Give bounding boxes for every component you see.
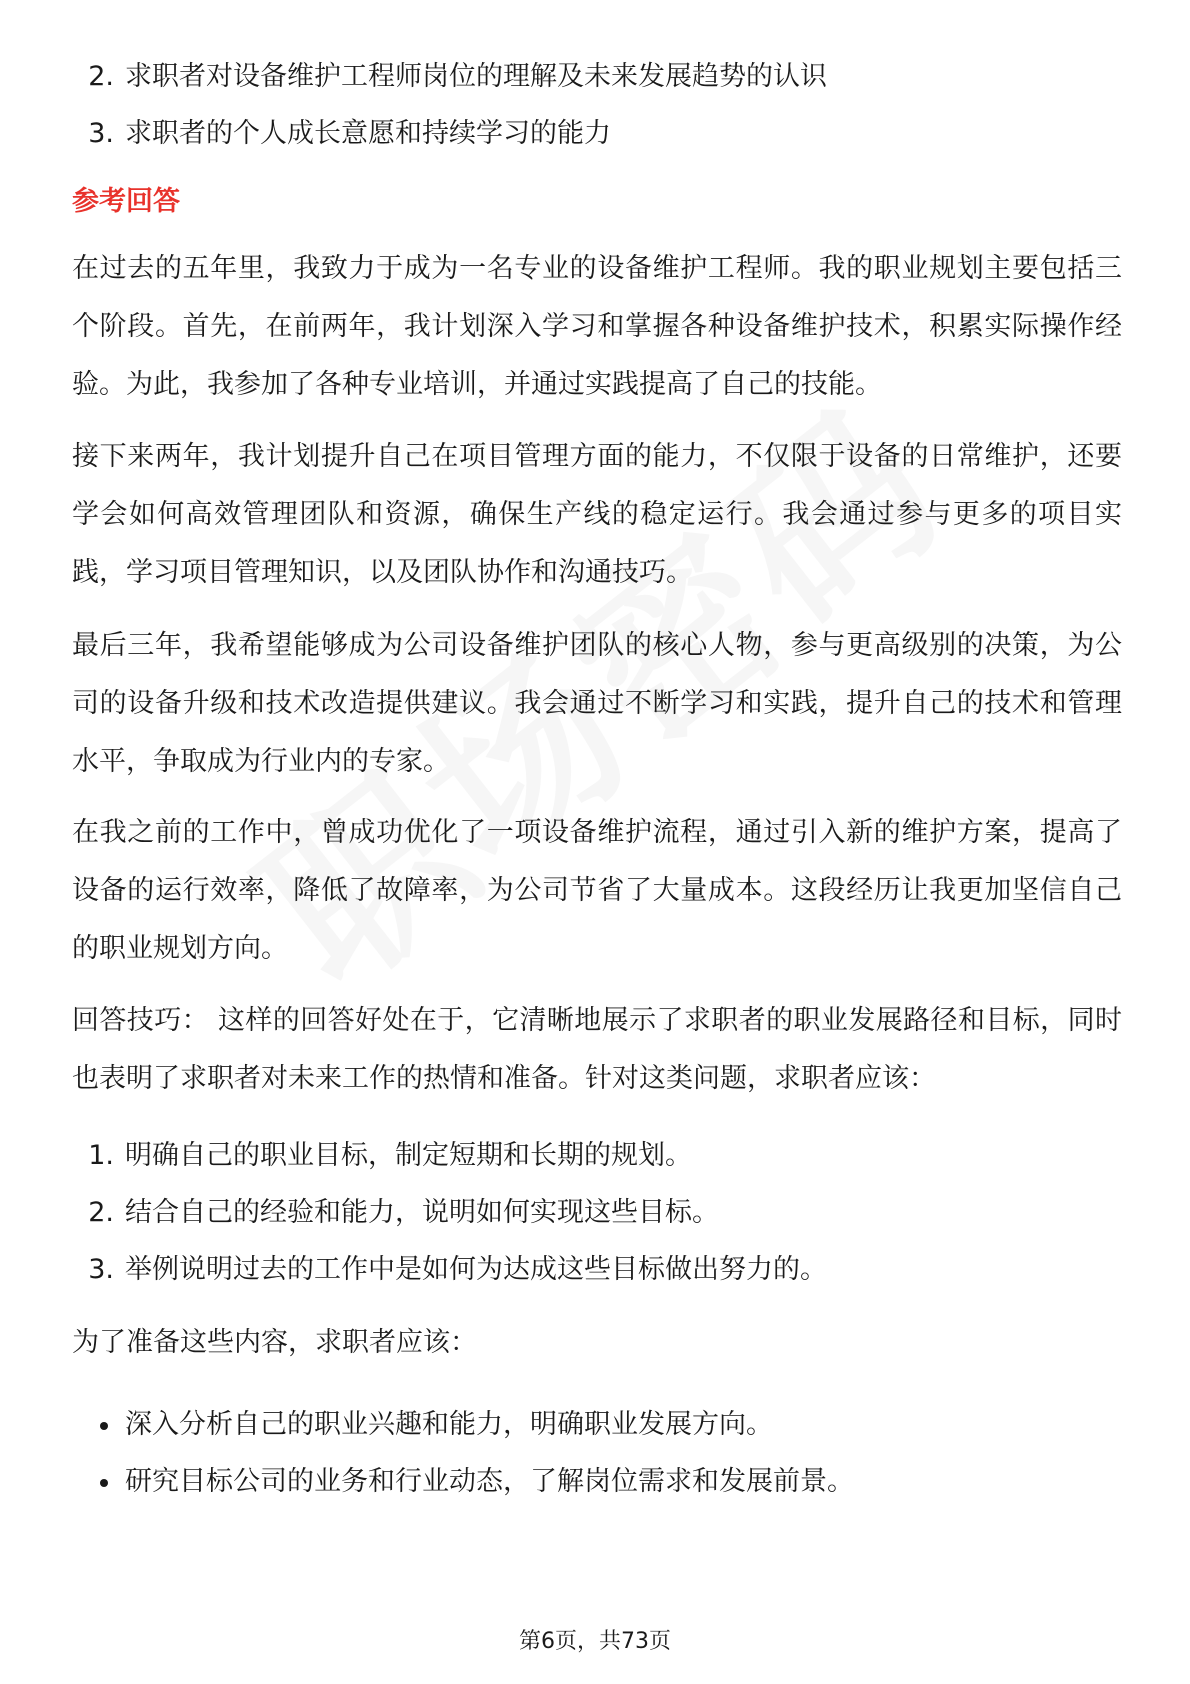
- list-number: 3.: [88, 118, 114, 149]
- list-item: [0, 1127, 1190, 1184]
- list-item: [0, 1184, 1190, 1241]
- answer-paragraph-4: 在我之前的工作中，曾成功优化了一项设备维护流程，通过引入新的维护方案，提高了设备的运行效率，降低了故障率，为公司节省了大量成本。这段经历让我更加坚信自己的职业规划方向。: [72, 817, 1122, 964]
- prep-intro-paragraph: 为了准备这些内容，求职者应该：: [72, 1327, 477, 1358]
- page-number-footer: 第6页，共73页: [519, 1629, 671, 1654]
- answer-paragraph-1: 在过去的五年里，我致力于成为一名专业的设备维护工程师。我的职业规划主要包括三个阶段。首先，在前两年，我计划深入学习和掌握各种设备维护技术，积累实际操作经验。为此，我参加了各种专业培训，并通过实践提高了自己的技能。: [72, 253, 1122, 400]
- prep-bullet-list: [0, 1396, 1190, 1510]
- list-number: 2.: [88, 61, 114, 92]
- list-number: 1.: [88, 1140, 114, 1171]
- list-item: [0, 1453, 1190, 1510]
- tips-list: [0, 1127, 1190, 1298]
- list-text: 结合自己的经验和能力，说明如何实现这些目标。: [125, 1197, 719, 1228]
- bullet-icon: [100, 1479, 108, 1487]
- reference-answer-heading: 参考回答: [72, 186, 180, 217]
- list-text: 明确自己的职业目标，制定短期和长期的规划。: [125, 1140, 692, 1171]
- list-item: [0, 105, 1190, 162]
- list-item: [0, 1241, 1190, 1298]
- list-item: [0, 48, 1190, 105]
- answer-tips-paragraph: 回答技巧： 这样的回答好处在于，它清晰地展示了求职者的职业发展路径和目标，同时也表明了求职者对未来工作的热情和准备。针对这类问题，求职者应该：: [72, 1005, 1122, 1094]
- list-text: 举例说明过去的工作中是如何为达成这些目标做出努力的。: [125, 1254, 827, 1285]
- evaluation-points-list: [0, 48, 1190, 162]
- list-text: 深入分析自己的职业兴趣和能力，明确职业发展方向。: [125, 1409, 773, 1440]
- list-number: 2.: [88, 1197, 114, 1228]
- answer-paragraph-3: 最后三年，我希望能够成为公司设备维护团队的核心人物，参与更高级别的决策，为公司的设备升级和技术改造提供建议。我会通过不断学习和实践，提升自己的技术和管理水平，争取成为行业内的专家。: [72, 630, 1122, 777]
- list-text: 求职者对设备维护工程师岗位的理解及未来发展趋势的认识: [125, 61, 827, 92]
- list-number: 3.: [88, 1254, 114, 1285]
- list-text: 研究目标公司的业务和行业动态，了解岗位需求和发展前景。: [125, 1466, 854, 1497]
- bullet-icon: [100, 1422, 108, 1430]
- answer-paragraph-2: 接下来两年，我计划提升自己在项目管理方面的能力，不仅限于设备的日常维护，还要学会如何高效管理团队和资源，确保生产线的稳定运行。我会通过参与更多的项目实践，学习项目管理知识，以及团队协作和沟通技巧。: [72, 441, 1122, 588]
- list-text: 求职者的个人成长意愿和持续学习的能力: [125, 118, 611, 149]
- list-item: [0, 1396, 1190, 1453]
